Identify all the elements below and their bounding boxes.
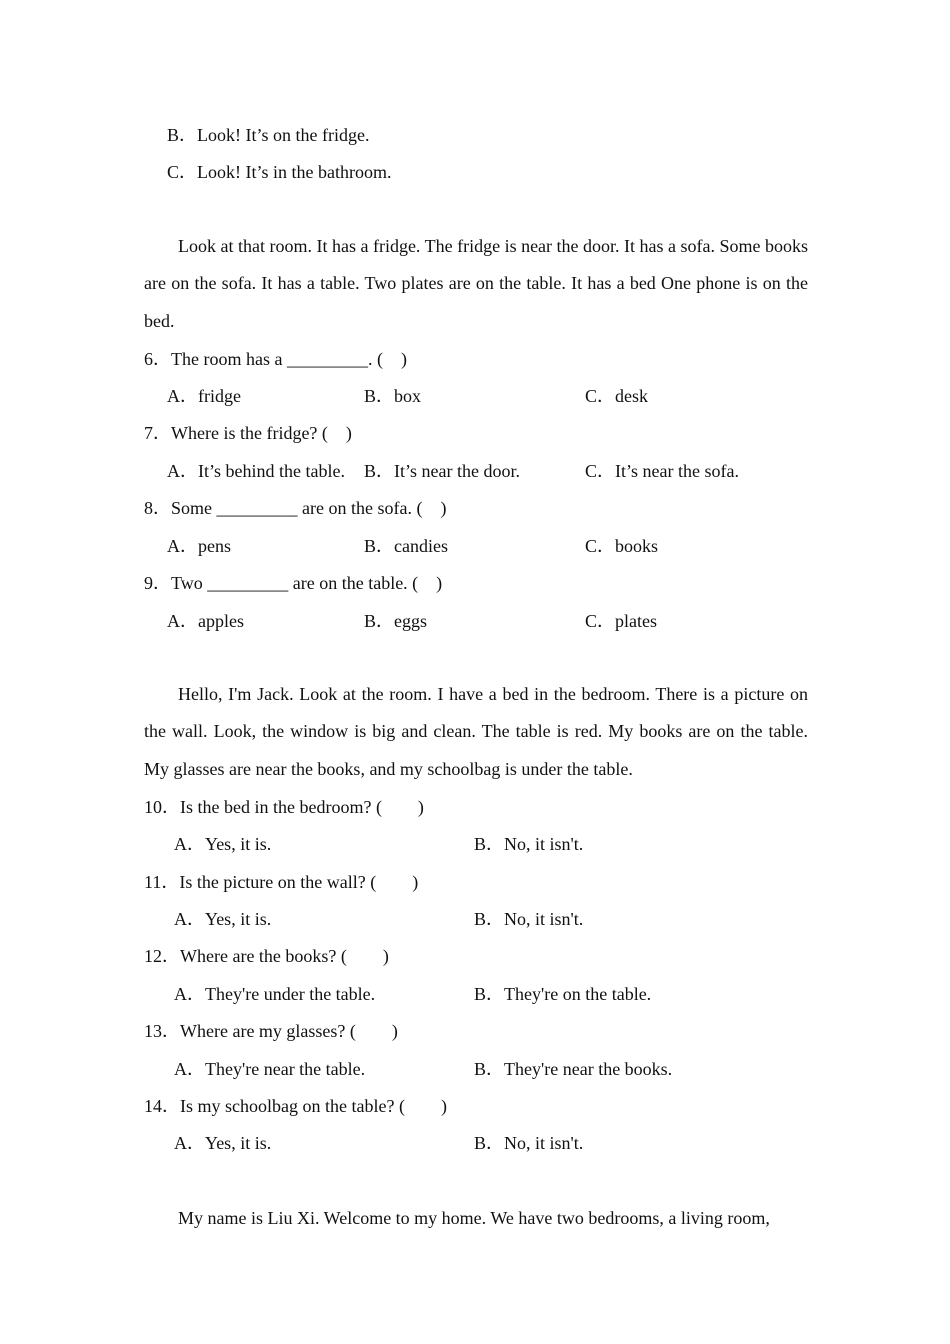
q7-option-b: B．It’s near the door. <box>364 461 520 481</box>
q9-option-b: B．eggs <box>364 611 427 631</box>
q9-option-c: C．plates <box>585 611 657 631</box>
q7-option-c: C．It’s near the sofa. <box>585 461 739 481</box>
option-c-prev: C．Look! It’s in the bathroom. <box>167 162 392 182</box>
q9-option-a: A．apples <box>167 611 244 631</box>
question-12: 12．Where are the books? ( ) <box>144 946 389 966</box>
passage-2-text: Hello, I'm Jack. Look at the room. I have a bed in the bedroom. There is a picture on the wall. Look, the window is big and clean. The table is red. My books are on the table. My glasses are near the books, and my schoolbag is under the table. <box>144 684 808 779</box>
question-6: 6．The room has a _________. ( ) <box>144 349 407 369</box>
q7-option-a: A．It’s behind the table. <box>167 461 345 481</box>
q12-option-b: B．They're on the table. <box>474 984 652 1004</box>
q6-option-c: C．desk <box>585 386 648 406</box>
question-14: 14．Is my schoolbag on the table? ( ) <box>144 1096 447 1116</box>
q14-option-b: B．No, it isn't. <box>474 1133 584 1153</box>
q8-option-b: B．candies <box>364 536 448 556</box>
q13-option-b: B．They're near the books. <box>474 1059 673 1079</box>
reading-passage-2 <box>144 676 808 788</box>
q8-option-a: A．pens <box>167 536 231 556</box>
reading-passage-1 <box>144 228 808 340</box>
q8-option-c: C．books <box>585 536 659 556</box>
q10-option-b: B．No, it isn't. <box>474 834 584 854</box>
passage-3-text: My name is Liu Xi. Welcome to my home. We have two bedrooms, a living room, <box>178 1208 770 1228</box>
q10-option-a: A．Yes, it is. <box>174 834 272 854</box>
q6-option-a: A．fridge <box>167 386 241 406</box>
q11-option-b: B．No, it isn't. <box>474 909 584 929</box>
q14-option-a: A．Yes, it is. <box>174 1133 272 1153</box>
passage-1-text: Look at that room. It has a fridge. The fridge is near the door. It has a sofa. Some books are on the sofa. It has a table. Two plates are on the table. It has a bed One phone is on the bed. <box>144 236 809 331</box>
question-9: 9．Two _________ are on the table. ( ) <box>144 573 443 593</box>
question-8: 8．Some _________ are on the sofa. ( ) <box>144 498 447 518</box>
question-7: 7．Where is the fridge? ( ) <box>144 423 352 443</box>
question-13: 13．Where are my glasses? ( ) <box>144 1021 398 1041</box>
q6-option-b: B．box <box>364 386 422 406</box>
question-10: 10．Is the bed in the bedroom? ( ) <box>144 797 424 817</box>
question-11: 11．Is the picture on the wall? ( ) <box>144 872 419 892</box>
q13-option-a: A．They're near the table. <box>174 1059 366 1079</box>
q12-option-a: A．They're under the table. <box>174 984 376 1004</box>
option-b-prev: B．Look! It’s on the fridge. <box>167 125 370 145</box>
q11-option-a: A．Yes, it is. <box>174 909 272 929</box>
